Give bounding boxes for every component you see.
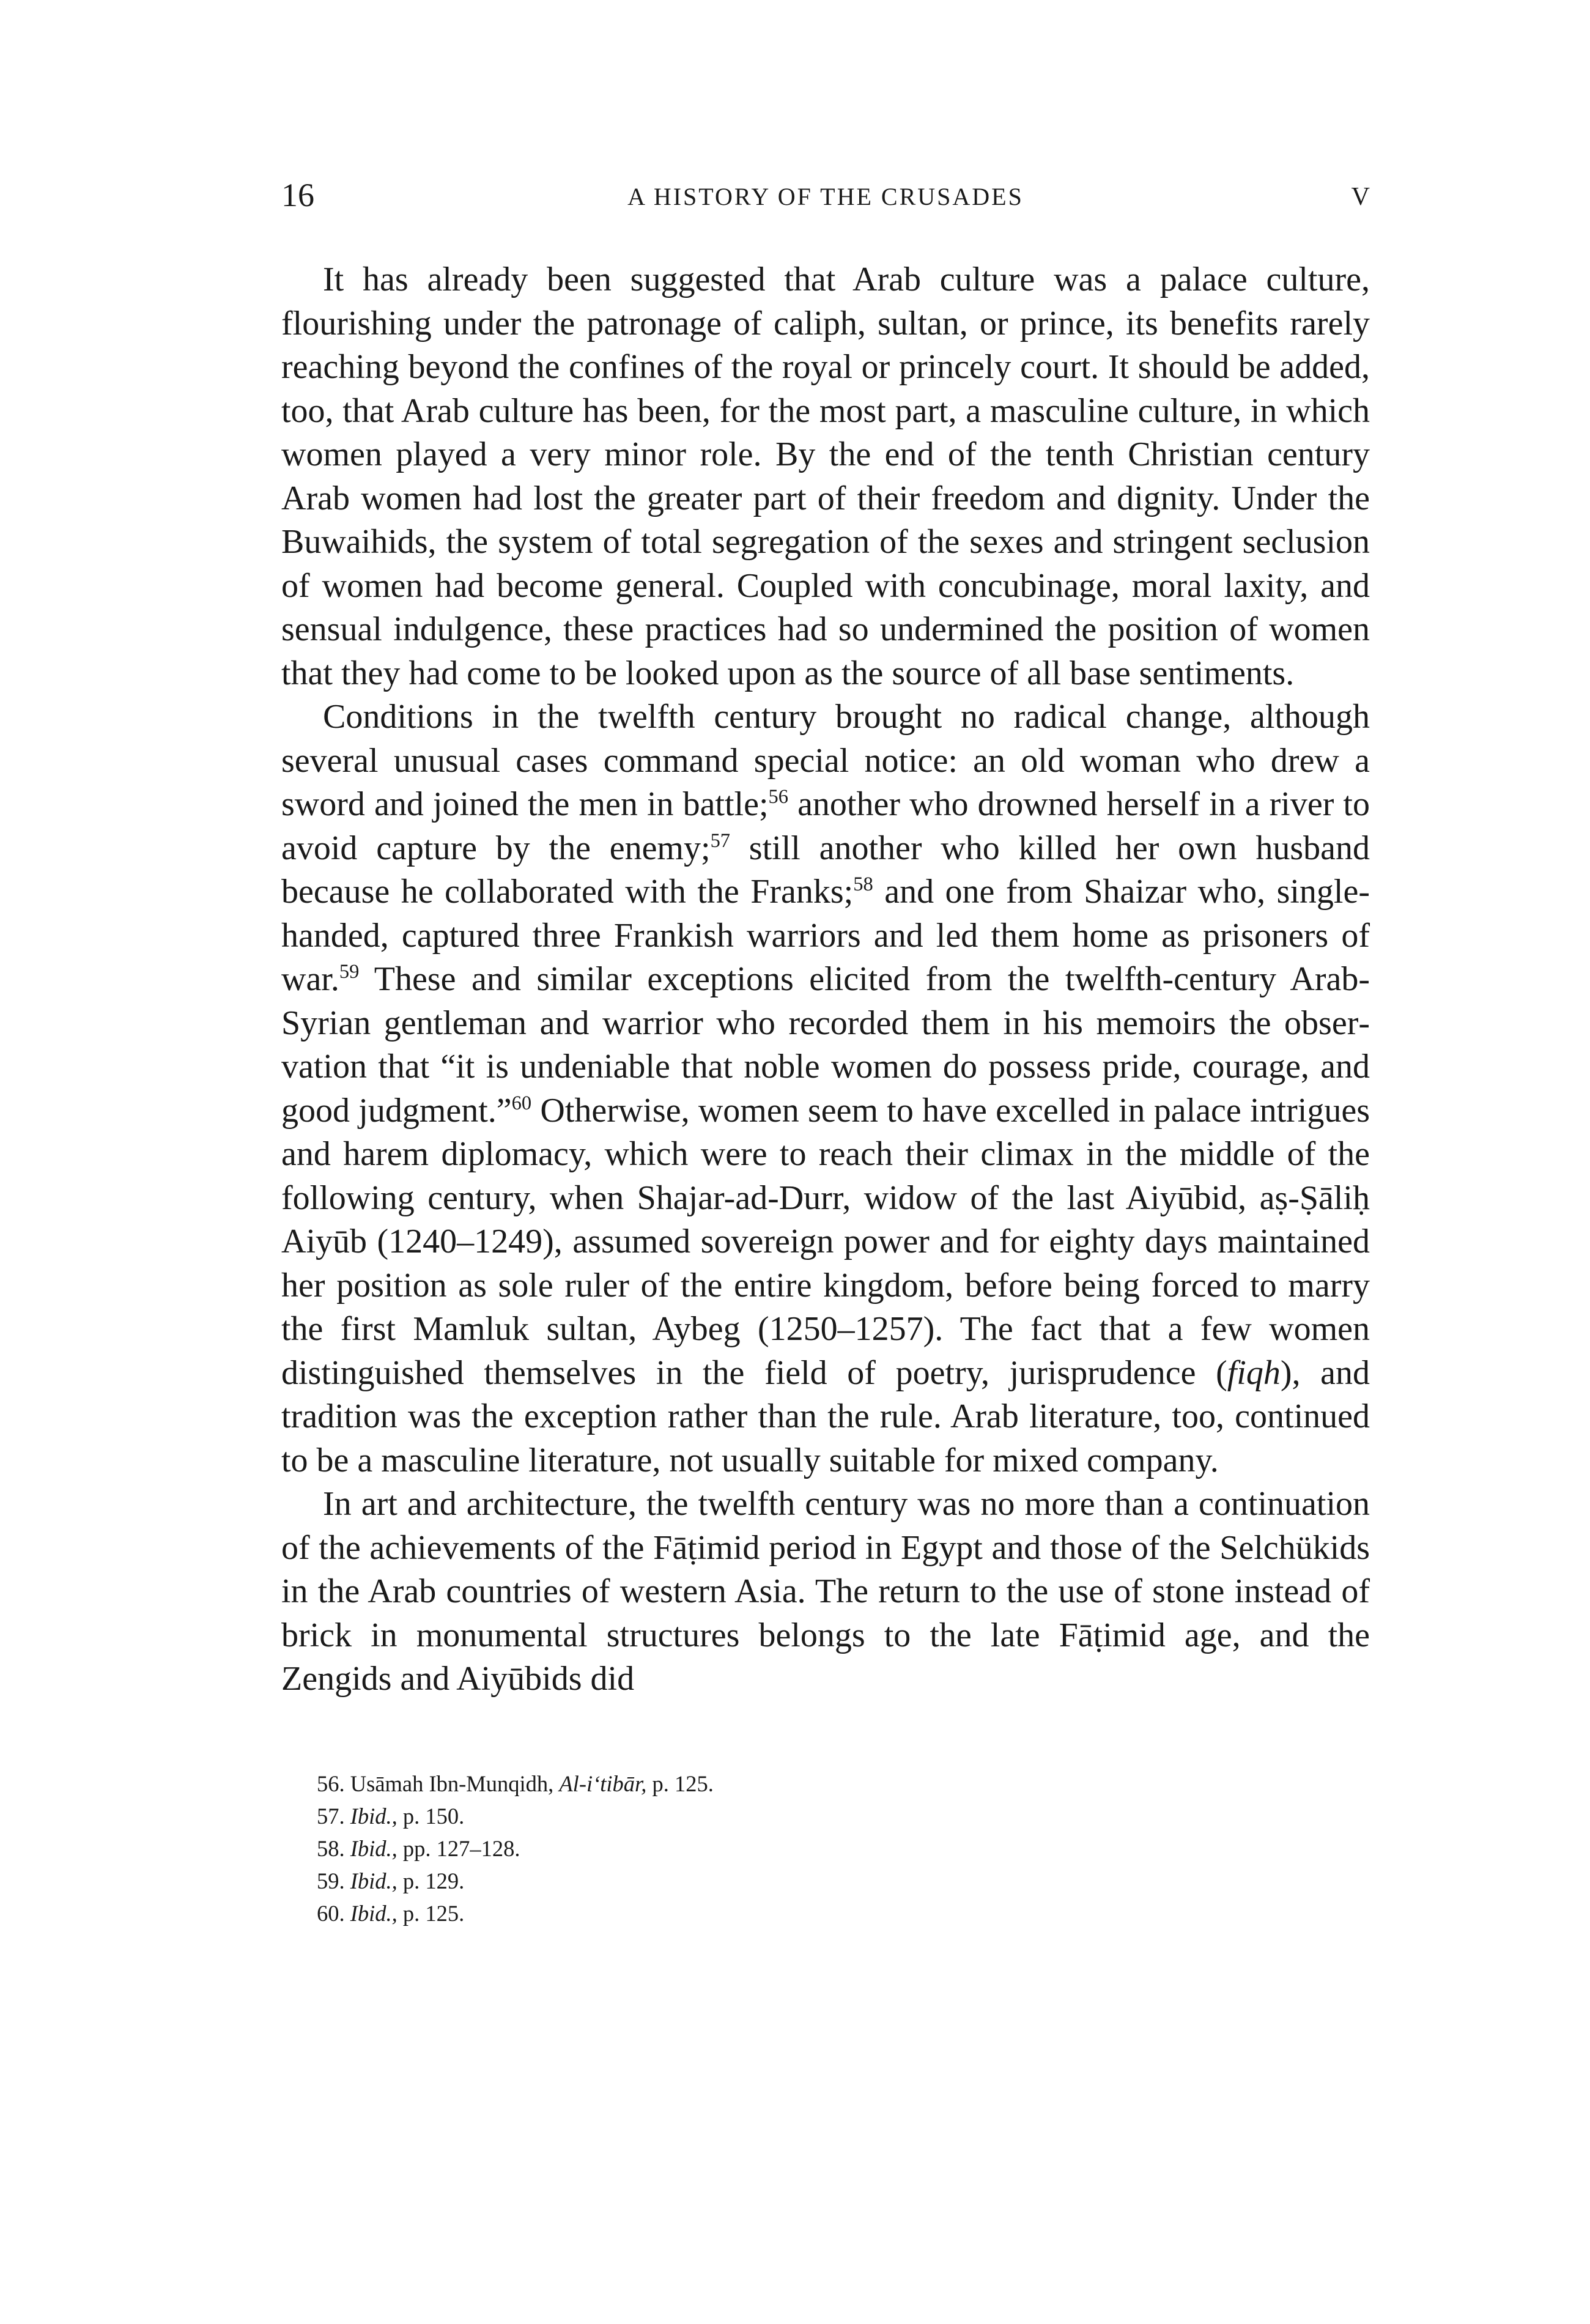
italic-text: Ibid., xyxy=(350,1868,398,1893)
text-run: Otherwise, women seem to have excelled in palace intrigues and harem diplomacy, which were to reach their climax in the middle of the following century, when Shajar-ad-Durr, widow of the last Aiyūbid, aṣ-Ṣāliḥ Aiyūb (1240–1249), assumed sovereign power and for eighty days maintained her position as sole ruler of the entire kingdom, before being forced to marry the first Mamluk sultan, Aybeg (1250–1257). The fact that a few women distinguished themselves in the field of poetry, jurisprudence ( xyxy=(281,1091,1370,1392)
text-run xyxy=(345,1836,350,1861)
page-number: 16 xyxy=(281,177,314,213)
text-run: Conditions in the twelfth century brought no radical change, although several unusual cases command special notice: an old woman who drew a sword and joined the men in battle; xyxy=(281,698,1370,823)
running-head xyxy=(281,171,1370,226)
footnotes xyxy=(281,1767,1370,1930)
text-run: pp. 127–128. xyxy=(397,1835,520,1861)
text-run: another who drowned herself in a river to avoid capture by the enemy; xyxy=(281,785,1370,867)
text-run: p. 125. xyxy=(646,1771,714,1796)
text-run: still another who killed her own husband because he collaborated with the Franks; xyxy=(281,829,1370,911)
text-run xyxy=(345,1901,350,1926)
footnote xyxy=(317,1800,1370,1832)
footnote xyxy=(317,1767,1370,1800)
footnote-number: 56. xyxy=(317,1771,345,1796)
body-text xyxy=(281,258,1370,1701)
footnote-ref: 59 xyxy=(339,960,360,983)
footnote xyxy=(317,1897,1370,1930)
text-run: p. 150. xyxy=(397,1803,465,1829)
footnote-number: 57. xyxy=(317,1803,345,1829)
footnote-ref: 57 xyxy=(710,829,731,852)
italic-text: Ibid., xyxy=(350,1803,398,1829)
text-run xyxy=(345,1804,350,1829)
text-run: ), and tradition was the exception rather than the rule. Arab literature, too, continued to be a masculine literature, not usually suitable for mixed company. xyxy=(281,1353,1370,1479)
footnote xyxy=(317,1865,1370,1897)
footnote-ref: 60 xyxy=(511,1092,532,1114)
book-page xyxy=(281,171,1370,1930)
footnote-number: 60. xyxy=(317,1900,345,1926)
footnote-number: 59. xyxy=(317,1868,345,1893)
chapter-number: V xyxy=(1351,183,1370,211)
italic-text: Al-i‘tibār, xyxy=(559,1771,647,1796)
footnote-ref: 56 xyxy=(768,785,788,808)
text-run: p. 125. xyxy=(397,1900,465,1926)
text-run: These and similar exceptions elicited from the twelfth-century Arab-Syrian gentleman and warrior who recorded them in his memoirs the observation that “it is undeniable that noble women do possess pride, courage, and good judgment.” xyxy=(281,960,1370,1130)
paragraph xyxy=(281,258,1370,695)
footnote-number: 58. xyxy=(317,1835,345,1861)
text-run: p. 129. xyxy=(397,1868,465,1893)
italic-text: Ibid., xyxy=(350,1900,398,1926)
italic-text: Ibid., xyxy=(350,1835,398,1861)
text-run: In art and architecture, the twelfth century was no more than a continuation of the achievements of the Fāṭimid period in Egypt and those of the Selchükids in the Arab countries of western Asia. The return to the use of stone instead of brick in monumental structures belongs to the late Fāṭimid age, and the Zengids and Aiyūbids did xyxy=(281,1485,1370,1698)
text-run: Usāmah Ibn-Munqidh, xyxy=(344,1771,560,1796)
paragraph xyxy=(281,695,1370,1482)
text-run: and one from Shaizar who, single-handed, captured three Frankish warriors and led them home as prisoners of war. xyxy=(281,873,1370,998)
paragraph xyxy=(281,1482,1370,1701)
footnote-ref: 58 xyxy=(853,873,873,895)
footnote xyxy=(317,1832,1370,1865)
text-run xyxy=(345,1868,350,1893)
italic-text: fiqh xyxy=(1227,1353,1281,1392)
running-title: A HISTORY OF THE CRUSADES xyxy=(627,183,1024,210)
text-run: It has already been suggested that Arab culture was a palace culture, flourishing under the patronage of caliph, sultan, or prince, its benefits rarely reaching beyond the confines of the royal or princely court. It should be added, too, that Arab culture has been, for the most part, a masculine culture, in which women played a very minor role. By the end of the tenth Christian century Arab women had lost the greater part of their freedom and dignity. Under the Buwaihids, the system of total segregation of the sexes and stringent seclusion of women had become general. Coupled with concubinage, moral laxity, and sensual indulgence, these practices had so undermined the position of women that they had come to be looked upon as the source of all base sentiments. xyxy=(281,261,1370,692)
